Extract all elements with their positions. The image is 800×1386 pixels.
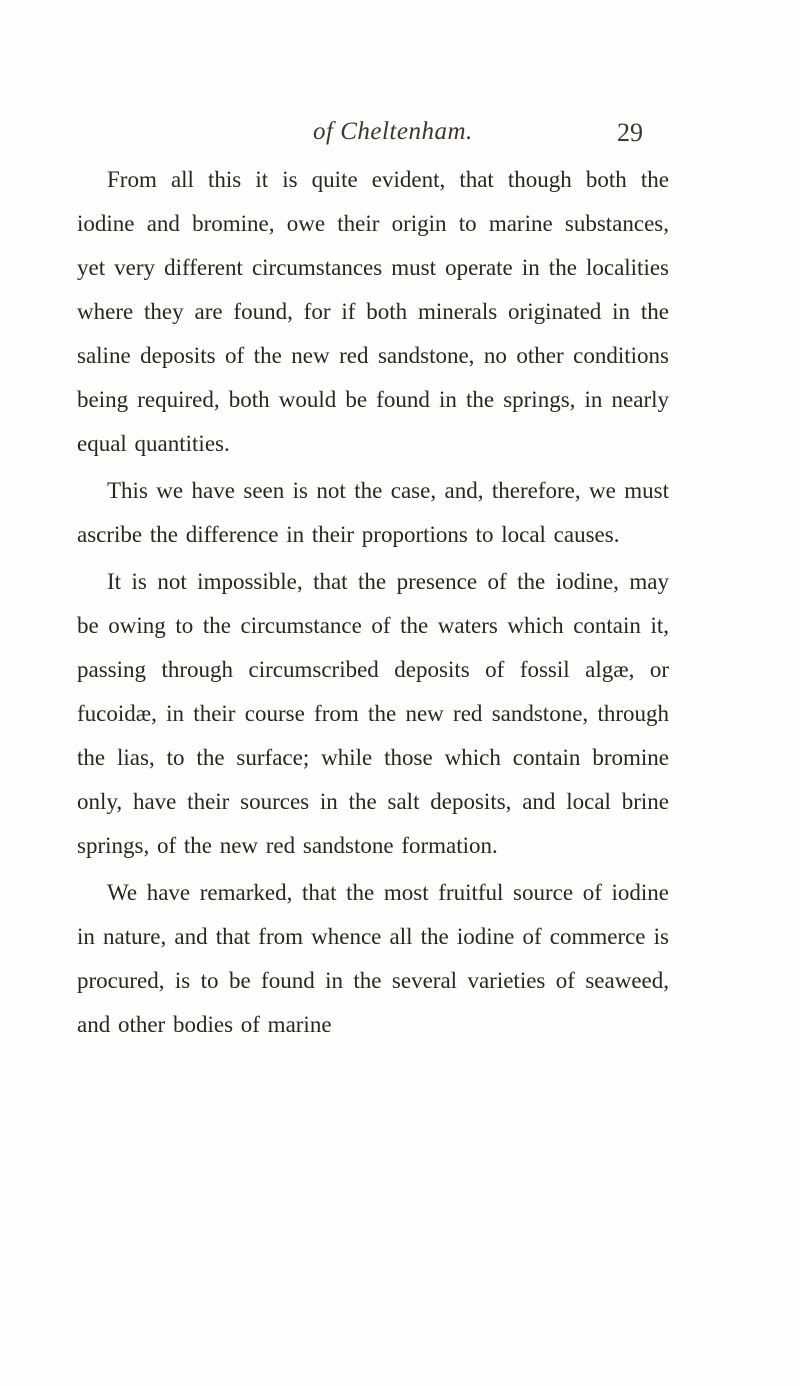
running-title: of Cheltenham. xyxy=(313,118,473,145)
paragraph: From all this it is quite evident, that though both the iodine and bromine, owe their origin to marine substances, yet very different circumstances must operate in the localities where they are found, for if both minerals originated in the saline deposits of the new red sandstone, no other conditions being required, both would be found in the springs, in nearly equal quantities. xyxy=(77,167,669,456)
paragraph: It is not impossible, that the presence of the iodine, may be owing to the circumstance of the waters which contain it, passing through circumscribed deposits of fossil algæ, or fucoidæ, in their course from the new red sandstone, through the lias, to the surface; while those which contain bromine only, have their sources in the salt deposits, and local brine springs, of the new red sandstone formation. xyxy=(77,569,669,858)
paragraph: We have remarked, that the most fruitful source of iodine in nature, and that from whence all the iodine of commerce is procured, is to be found in the several varieties of seaweed, and other bodies of marine xyxy=(77,880,669,1037)
paragraph: This we have seen is not the case, and, therefore, we must ascribe the difference in their proportions to local causes. xyxy=(77,478,669,547)
page-number: 29 xyxy=(617,118,643,147)
body-text xyxy=(77,158,669,1050)
